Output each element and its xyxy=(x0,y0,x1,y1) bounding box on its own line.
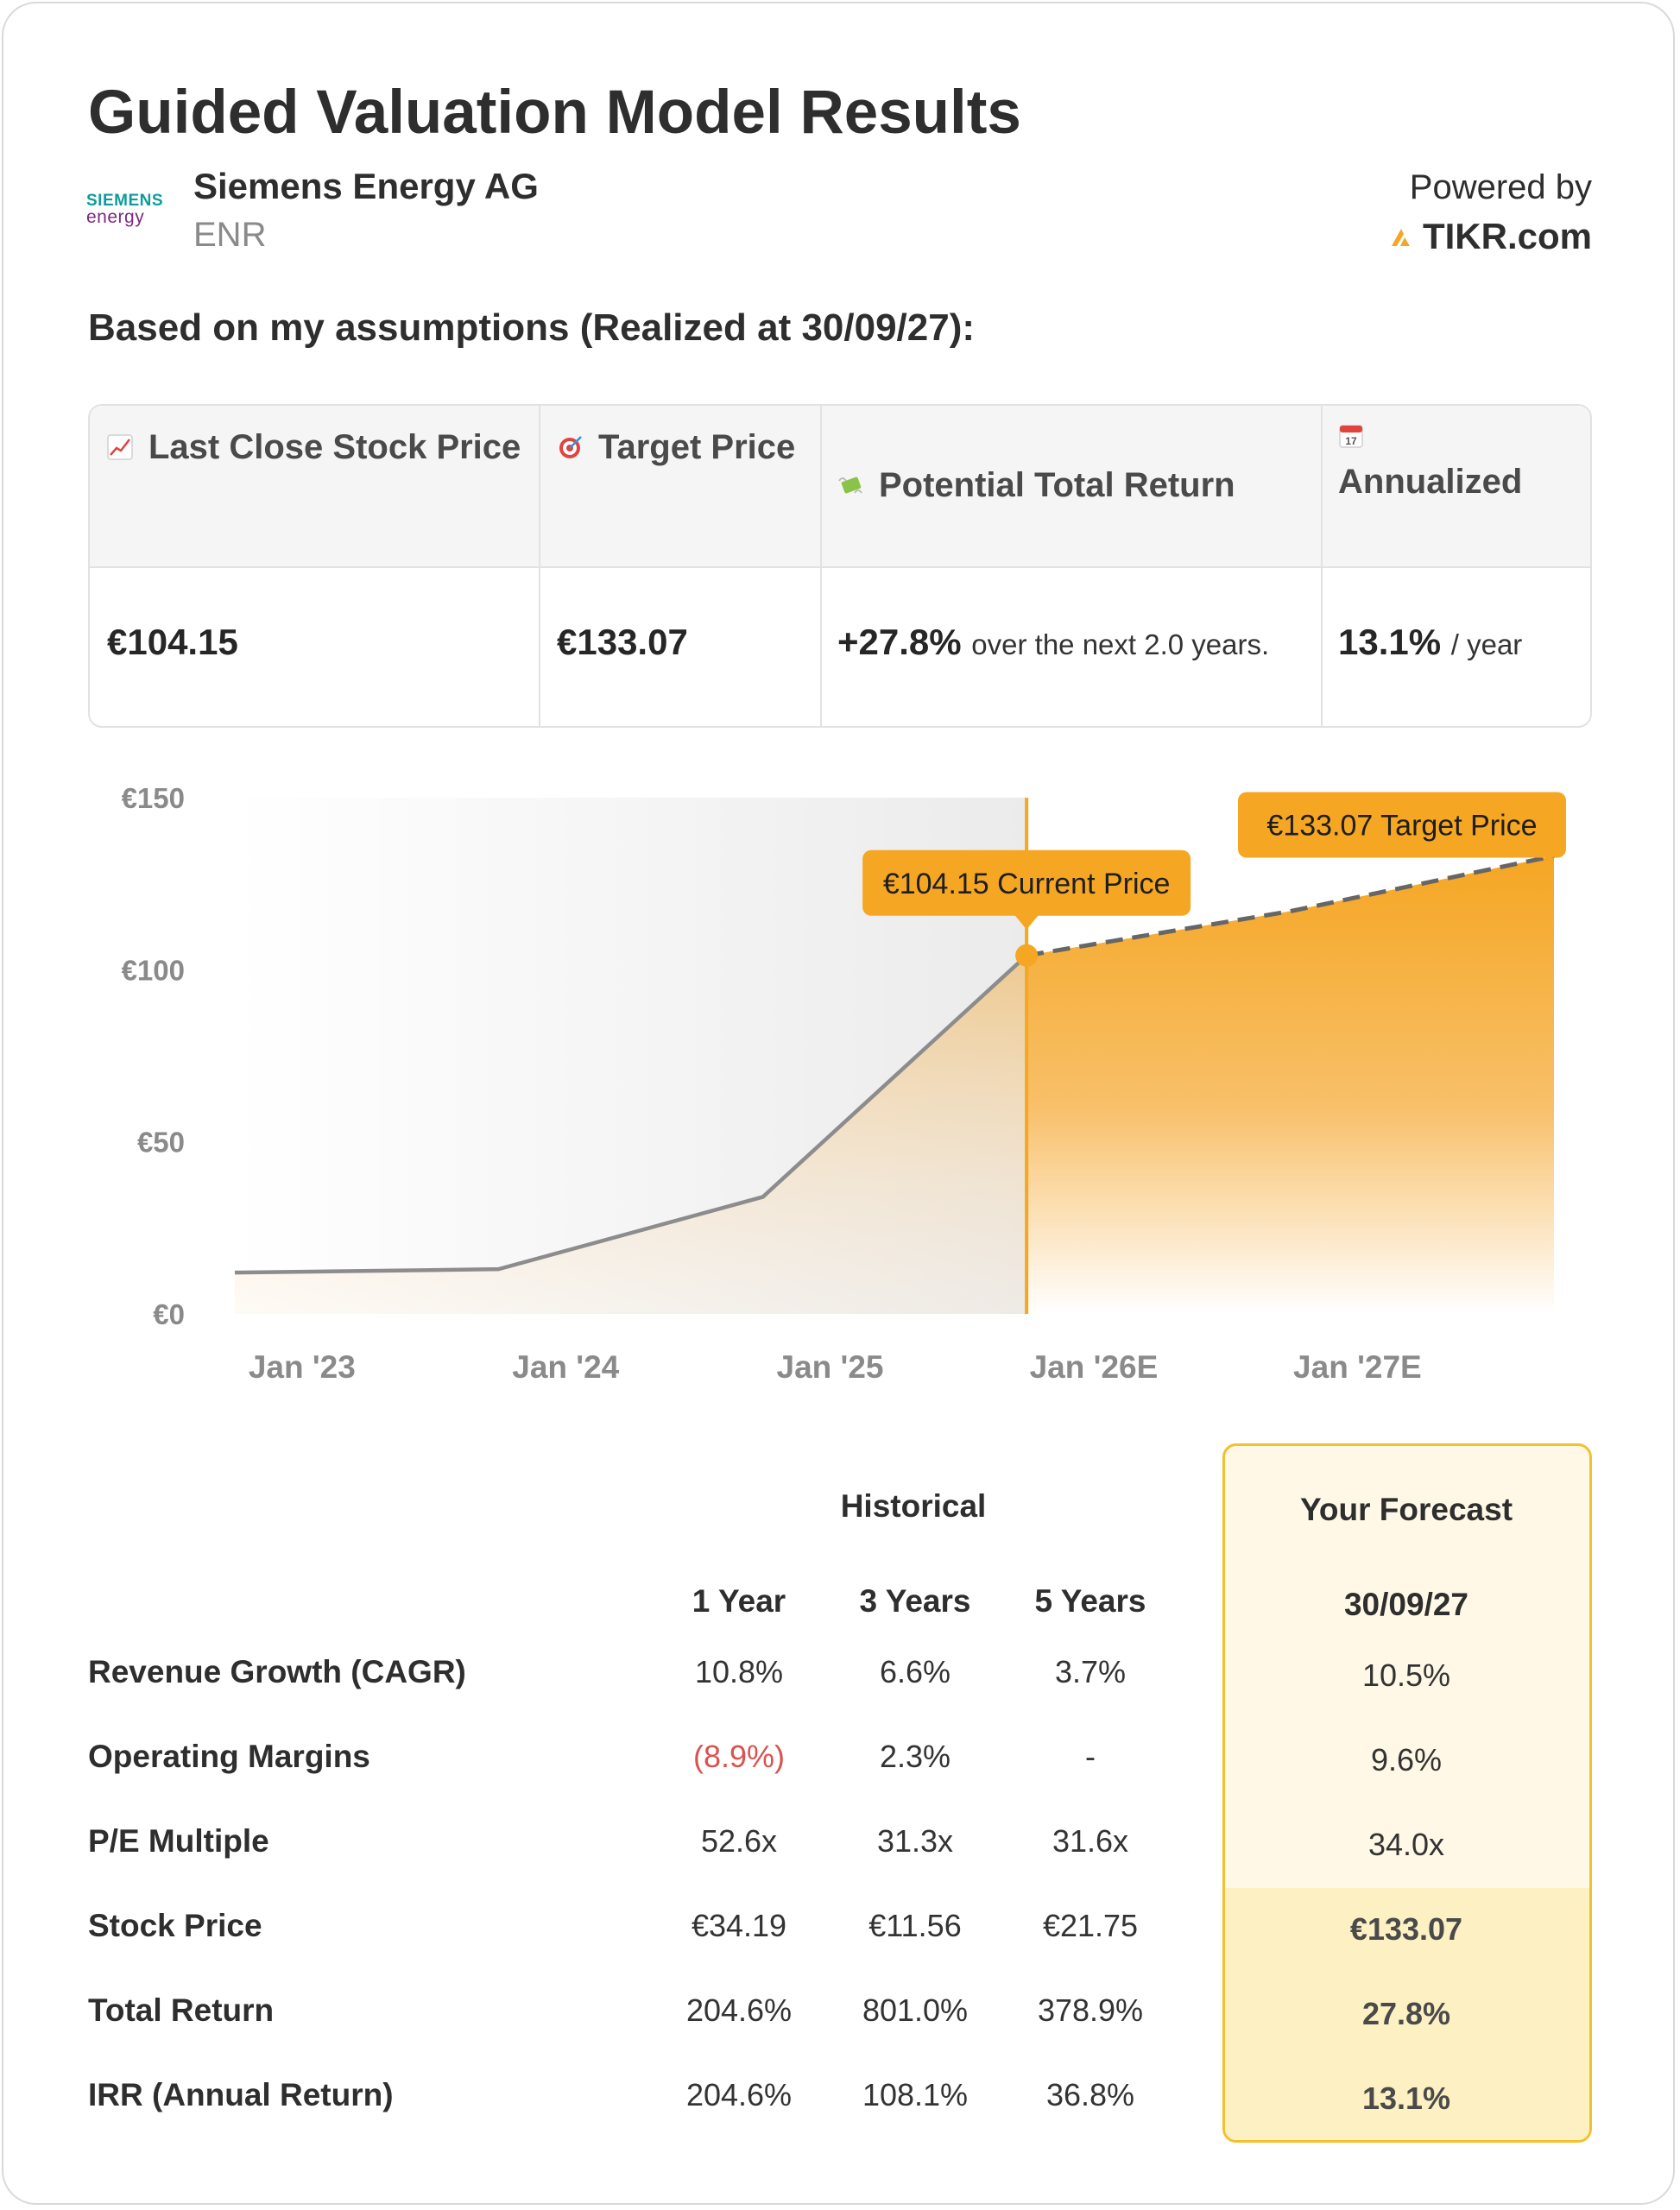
row-label: IRR (Annual Return) xyxy=(88,2077,394,2112)
annualized-label: Annualized xyxy=(1338,463,1523,501)
row-label: Total Return xyxy=(88,1992,275,2028)
annualized-suffix: / year xyxy=(1450,628,1523,660)
calendar-icon xyxy=(1338,423,1364,449)
tikr-brand-label: TIKR.com xyxy=(1422,216,1592,256)
table-cell: €34.19 xyxy=(691,1908,787,1943)
forecast-header: Your Forecast xyxy=(1299,1492,1513,1527)
return-header xyxy=(837,456,1321,515)
table-cell: 378.9% xyxy=(1037,1992,1144,2028)
logo-line-2: energy xyxy=(86,207,145,227)
calendar-day: 17 xyxy=(1345,435,1357,447)
siemens-energy-logo xyxy=(86,192,174,228)
summary-stats-table xyxy=(88,404,1592,728)
col-header-5-years: 5 Years xyxy=(1034,1583,1146,1619)
assumptions-subtitle: Based on my assumptions (Realized at 30/09/27): xyxy=(88,306,976,349)
forecast-cell: 13.1% xyxy=(1361,2081,1451,2116)
forecast-cell: €133.07 xyxy=(1349,1911,1463,1947)
y-tick-label: €100 xyxy=(121,954,185,987)
chart-increasing-icon xyxy=(107,434,133,460)
x-tick-label: Jan '23 xyxy=(248,1349,356,1385)
table-cell: 31.6x xyxy=(1052,1823,1129,1859)
table-cell: 36.8% xyxy=(1045,2077,1135,2112)
y-tick-label: €0 xyxy=(153,1298,185,1330)
table-cell: 31.3x xyxy=(876,1823,954,1859)
last-close-label: Last Close Stock Price xyxy=(148,428,521,466)
column-divider xyxy=(539,406,540,726)
target-label: Target Price xyxy=(598,428,796,466)
col-header-1-year: 1 Year xyxy=(692,1583,786,1619)
logo-line-1: SIEMENS xyxy=(86,192,164,210)
row-label: Stock Price xyxy=(88,1908,262,1943)
tikr-logo-icon xyxy=(1388,225,1414,248)
table-cell: 204.6% xyxy=(685,2077,793,2112)
table-cell: 204.6% xyxy=(685,1992,793,2028)
x-tick-label: Jan '26E xyxy=(1029,1349,1159,1385)
annualized-header xyxy=(1338,418,1580,511)
direct-hit-icon xyxy=(557,434,583,460)
historical-header: Historical xyxy=(840,1488,987,1524)
x-tick-label: Jan '24 xyxy=(512,1349,620,1385)
forecast-column-box xyxy=(1222,1443,1592,2143)
annualized-cell xyxy=(1338,622,1522,663)
table-cell: €11.56 xyxy=(868,1908,962,1943)
forecast-cell: 27.8% xyxy=(1361,1996,1451,2031)
row-label: Revenue Growth (CAGR) xyxy=(88,1654,466,1689)
tikr-brand[interactable] xyxy=(1388,216,1592,257)
table-cell: 52.6x xyxy=(700,1823,778,1859)
powered-by-label: Powered by xyxy=(1409,168,1592,206)
forecast-cell: 10.5% xyxy=(1361,1658,1451,1693)
current-price-point xyxy=(1015,944,1038,967)
column-divider xyxy=(1321,406,1323,726)
money-with-wings-icon xyxy=(837,472,863,498)
table-cell: 6.6% xyxy=(879,1654,951,1689)
return-label: Potential Total Return xyxy=(879,466,1235,504)
current-price-callout-label: €104.15 Current Price xyxy=(882,867,1171,900)
table-cell: - xyxy=(1085,1739,1096,1774)
table-cell: 10.8% xyxy=(694,1654,784,1689)
y-tick-label: €50 xyxy=(136,1126,185,1159)
target-price-callout-label: €133.07 Target Price xyxy=(1266,809,1538,843)
forecast-area xyxy=(1026,856,1554,1314)
last-close-value: €104.15 xyxy=(107,622,238,662)
forecast-cell: 34.0x xyxy=(1367,1827,1445,1862)
row-label: Operating Margins xyxy=(88,1739,370,1774)
table-cell: 801.0% xyxy=(862,1992,969,2028)
return-cell xyxy=(837,622,1269,663)
col-header-forecast-date: 30/09/27 xyxy=(1343,1587,1469,1622)
annualized-value: 13.1% xyxy=(1338,622,1442,662)
y-tick-label: €150 xyxy=(121,782,185,814)
return-suffix: over the next 2.0 years. xyxy=(971,628,1270,660)
page-title: Guided Valuation Model Results xyxy=(88,79,1021,147)
table-cell: 2.3% xyxy=(879,1739,951,1774)
last-close-header xyxy=(107,418,521,477)
table-cell: 3.7% xyxy=(1054,1654,1127,1689)
column-divider xyxy=(820,406,822,726)
forecast-cell: 9.6% xyxy=(1370,1742,1443,1777)
target-header xyxy=(557,418,807,477)
target-value: €133.07 xyxy=(557,622,688,662)
table-cell: (8.9%) xyxy=(692,1739,786,1774)
company-ticker: ENR xyxy=(193,216,267,254)
x-tick-label: Jan '25 xyxy=(776,1349,884,1385)
return-value: +27.8% xyxy=(837,622,962,662)
row-label: P/E Multiple xyxy=(88,1823,269,1859)
x-tick-label: Jan '27E xyxy=(1293,1349,1422,1385)
table-cell: 108.1% xyxy=(862,2077,969,2112)
col-header-3-years: 3 Years xyxy=(859,1583,971,1619)
company-name: Siemens Energy AG xyxy=(193,166,539,206)
price-chart xyxy=(0,760,1680,1416)
table-cell: €21.75 xyxy=(1042,1908,1139,1943)
